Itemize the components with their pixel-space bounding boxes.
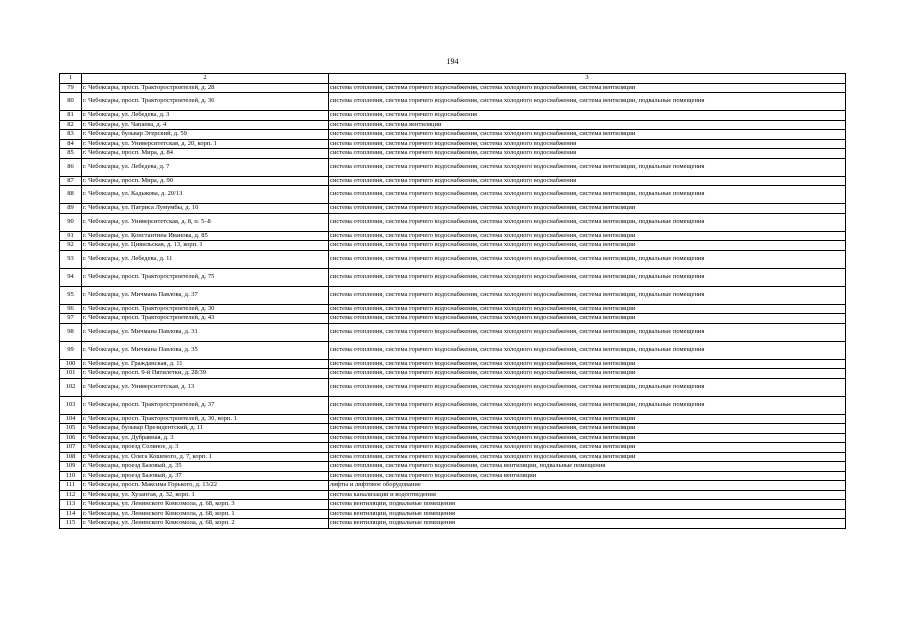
table-row [60,519,846,529]
table-row [60,359,846,369]
row-number: 105 [60,424,82,434]
row-systems: система отопления, система горячего водоснабжения, система холодного водоснабжения [329,176,846,186]
row-address: г. Чебоксары, просп. Тракторостроителей, д. 36 [82,93,329,111]
row-address: г. Чебоксары, ул. Чапаева, д. 4 [82,120,329,130]
row-systems: система вентиляции, подвальные помещения [329,509,846,519]
page-number: 194 [446,57,459,66]
table-row [60,231,846,241]
table-row [60,490,846,500]
row-systems: система отопления, система горячего водоснабжения, система холодного водоснабжения, система вентиляции [329,414,846,424]
table-row [60,341,846,359]
row-number: 106 [60,433,82,443]
row-systems: система отопления, система горячего водоснабжения, система холодного водоснабжения, система вентиляции, подвальные помещения [329,378,846,396]
row-address: г. Чебоксары, просп. Мира, д. 84 [82,149,329,159]
table-row [60,286,846,304]
table-row [60,250,846,268]
row-systems: система отопления, система горячего водоснабжения, система холодного водоснабжения, система вентиляции, подвальные помещения [329,323,846,341]
table-row [60,111,846,121]
table-row [60,213,846,231]
table-row [60,314,846,324]
table-row [60,323,846,341]
table-row [60,452,846,462]
row-number: 113 [60,500,82,510]
table-row [60,414,846,424]
row-address: г. Чебоксары, ул. Хузангая, д. 32, корп. 1 [82,490,329,500]
table-row [60,186,846,204]
row-number: 87 [60,176,82,186]
row-systems: система отопления, система горячего водоснабжения, система холодного водоснабжения, система вентиляции, подвальные помещения [329,213,846,231]
table-row [60,204,846,214]
row-systems: система отопления, система горячего водоснабжения, система холодного водоснабжения, система вентиляции, подвальные помещения [329,250,846,268]
row-address: г. Чебоксары, просп. Тракторостроителей, д. 43 [82,314,329,324]
row-address: г. Чебоксары, просп. 9-й Пятилетки, д. 28/39 [82,369,329,379]
row-systems: система отопления, система горячего водоснабжения, система холодного водоснабжения [329,139,846,149]
row-systems: система отопления, система горячего водоснабжения, система холодного водоснабжения, система вентиляции [329,204,846,214]
row-number: 107 [60,443,82,453]
table-row [60,481,846,491]
table-row [60,443,846,453]
row-systems: система отопления, система горячего водоснабжения, система холодного водоснабжения, система вентиляции [329,231,846,241]
row-systems: система отопления, система горячего водоснабжения, система холодного водоснабжения, система вентиляции [329,83,846,93]
row-systems: система отопления, система горячего водоснабжения, система холодного водоснабжения, система вентиляции, подвальные помещения [329,268,846,286]
row-address: г. Чебоксары, просп. Тракторостроителей, д. 37 [82,396,329,414]
row-address: г. Чебоксары, просп. Мира, д. 90 [82,176,329,186]
row-number: 114 [60,509,82,519]
column-header: 1 [60,74,82,84]
row-address: г. Чебоксары, ул. Константина Иванова, д. 85 [82,231,329,241]
table-row [60,462,846,472]
row-number: 112 [60,490,82,500]
row-number: 97 [60,314,82,324]
row-number: 102 [60,378,82,396]
row-address: г. Чебоксары, ул. Кадыкова, д. 20/13 [82,186,329,204]
table-row [60,378,846,396]
row-number: 96 [60,304,82,314]
row-address: г. Чебоксары, проезд Базовый, д. 35 [82,462,329,472]
table-row [60,120,846,130]
row-systems: система отопления, система горячего водоснабжения, система холодного водоснабжения, система вентиляции, подвальные помещения [329,93,846,111]
row-address: г. Чебоксары, бульвар Президентский, д. 11 [82,424,329,434]
row-address: г. Чебоксары, ул. Патриса Лумумбы, д. 10 [82,204,329,214]
row-number: 99 [60,341,82,359]
row-systems: система отопления, система горячего водоснабжения, система холодного водоснабжения, система вентиляции [329,130,846,140]
row-address: г. Чебоксары, просп. Тракторостроителей, д. 28 [82,83,329,93]
row-systems: система вентиляции, подвальные помещения [329,519,846,529]
row-number: 79 [60,83,82,93]
table-row [60,158,846,176]
row-number: 111 [60,481,82,491]
row-address: г. Чебоксары, ул. Цивильская, д. 13, корп. 1 [82,241,329,251]
row-address: г. Чебоксары, ул. Олега Кошевого, д. 7, корп. 1 [82,452,329,462]
row-address: г. Чебоксары, ул. Ленинского Комсомола, д. 68, корп. 3 [82,500,329,510]
row-number: 90 [60,213,82,231]
row-systems: система отопления, система горячего водоснабжения, система вентиляции [329,471,846,481]
table-row [60,500,846,510]
buildings-table [59,73,846,529]
table-row [60,268,846,286]
row-systems: система отопления, система горячего водоснабжения, система холодного водоснабжения, система вентиляции [329,452,846,462]
row-address: г. Чебоксары, ул. Ленинского Комсомола, д. 68, корп. 2 [82,519,329,529]
row-systems: система отопления, система горячего водоснабжения, система холодного водоснабжения, система вентиляции [329,424,846,434]
table-row [60,149,846,159]
column-header: 3 [329,74,846,84]
row-number: 84 [60,139,82,149]
row-systems: система отопления, система вентиляции [329,120,846,130]
row-address: г. Чебоксары, ул. Мичмана Павлова, д. 37 [82,286,329,304]
row-number: 83 [60,130,82,140]
table-row [60,424,846,434]
table-row [60,93,846,111]
row-systems: система отопления, система горячего водоснабжения, система холодного водоснабжения, система вентиляции, подвальные помещения [329,158,846,176]
row-number: 98 [60,323,82,341]
row-number: 91 [60,231,82,241]
row-systems: система отопления, система горячего водоснабжения, система вентиляции, подвальные помещения [329,462,846,472]
row-number: 104 [60,414,82,424]
row-address: г. Чебоксары, просп. Максима Горького, д. 13/22 [82,481,329,491]
row-address: г. Чебоксары, ул. Мичмана Павлова, д. 31 [82,323,329,341]
table-row [60,509,846,519]
table-row [60,433,846,443]
row-number: 93 [60,250,82,268]
table-header-row [60,74,846,84]
row-number: 94 [60,268,82,286]
row-address: г. Чебоксары, ул. Университетская, д. 13 [82,378,329,396]
row-number: 86 [60,158,82,176]
column-header: 2 [82,74,329,84]
row-number: 100 [60,359,82,369]
row-address: г. Чебоксары, ул. Университетская, д. 8, п. 5–8 [82,213,329,231]
row-systems: система отопления, система горячего водоснабжения, система холодного водоснабжения, система вентиляции [329,369,846,379]
row-systems: система отопления, система горячего водоснабжения, система холодного водоснабжения, система вентиляции [329,359,846,369]
row-number: 82 [60,120,82,130]
row-systems: лифты и лифтовое оборудование [329,481,846,491]
row-systems: система отопления, система горячего водоснабжения, система холодного водоснабжения, система вентиляции [329,443,846,453]
row-address: г. Чебоксары, ул. Лебедева, д. 11 [82,250,329,268]
row-systems: система отопления, система горячего водоснабжения, система холодного водоснабжения, система вентиляции, подвальные помещения [329,286,846,304]
row-address: г. Чебоксары, проезд Базовый, д. 37 [82,471,329,481]
row-number: 89 [60,204,82,214]
row-address: г. Чебоксары, ул. Лебедева, д. 7 [82,158,329,176]
row-address: г. Чебоксары, просп. Тракторостроителей, д. 30, корп. 1 [82,414,329,424]
row-address: г. Чебоксары, просп. Тракторостроителей, д. 75 [82,268,329,286]
row-address: г. Чебоксары, бульвар Эгерский, д. 59 [82,130,329,140]
row-address: г. Чебоксары, ул. Ленинского Комсомола, д. 68, корп. 1 [82,509,329,519]
table-row [60,83,846,93]
row-number: 110 [60,471,82,481]
row-systems: система канализации и водоотведения [329,490,846,500]
row-address: г. Чебоксары, ул. Мичмана Павлова, д. 35 [82,341,329,359]
row-number: 109 [60,462,82,472]
row-number: 85 [60,149,82,159]
row-number: 115 [60,519,82,529]
table-row [60,139,846,149]
row-systems: система отопления, система горячего водоснабжения, система холодного водоснабжения, система вентиляции [329,433,846,443]
row-address: г. Чебоксары, ул. Гражданская, д. 11 [82,359,329,369]
row-number: 103 [60,396,82,414]
row-number: 80 [60,93,82,111]
table-row [60,369,846,379]
table-row [60,130,846,140]
row-address: г. Чебоксары, просп. Тракторостроителей, д. 30 [82,304,329,314]
table-row [60,241,846,251]
row-address: г. Чебоксары, проезд Соляное, д. 3 [82,443,329,453]
row-systems: система отопления, система горячего водоснабжения, система холодного водоснабжения, система вентиляции [329,304,846,314]
row-systems: система отопления, система горячего водоснабжения [329,111,846,121]
row-systems: система отопления, система горячего водоснабжения, система холодного водоснабжения [329,149,846,159]
table-row [60,471,846,481]
row-number: 92 [60,241,82,251]
table-row [60,176,846,186]
table-row [60,396,846,414]
row-systems: система отопления, система горячего водоснабжения, система холодного водоснабжения, система вентиляции, подвальные помещения [329,341,846,359]
row-systems: система отопления, система горячего водоснабжения, система холодного водоснабжения, система вентиляции, подвальные помещения [329,396,846,414]
row-systems: система отопления, система горячего водоснабжения, система холодного водоснабжения, система вентиляции, подвальные помещения [329,186,846,204]
row-systems: система вентиляции, подвальные помещения [329,500,846,510]
row-number: 108 [60,452,82,462]
row-number: 95 [60,286,82,304]
row-systems: система отопления, система горячего водоснабжения, система холодного водоснабжения, система вентиляции [329,314,846,324]
row-number: 101 [60,369,82,379]
row-systems: система отопления, система горячего водоснабжения, система холодного водоснабжения, система вентиляции [329,241,846,251]
row-address: г. Чебоксары, ул. Университетская, д. 20, корп. 1 [82,139,329,149]
row-number: 88 [60,186,82,204]
table-row [60,304,846,314]
row-address: г. Чебоксары, ул. Лебедева, д. 3 [82,111,329,121]
row-address: г. Чебоксары, ул. Дубравная, д. 3 [82,433,329,443]
row-number: 81 [60,111,82,121]
